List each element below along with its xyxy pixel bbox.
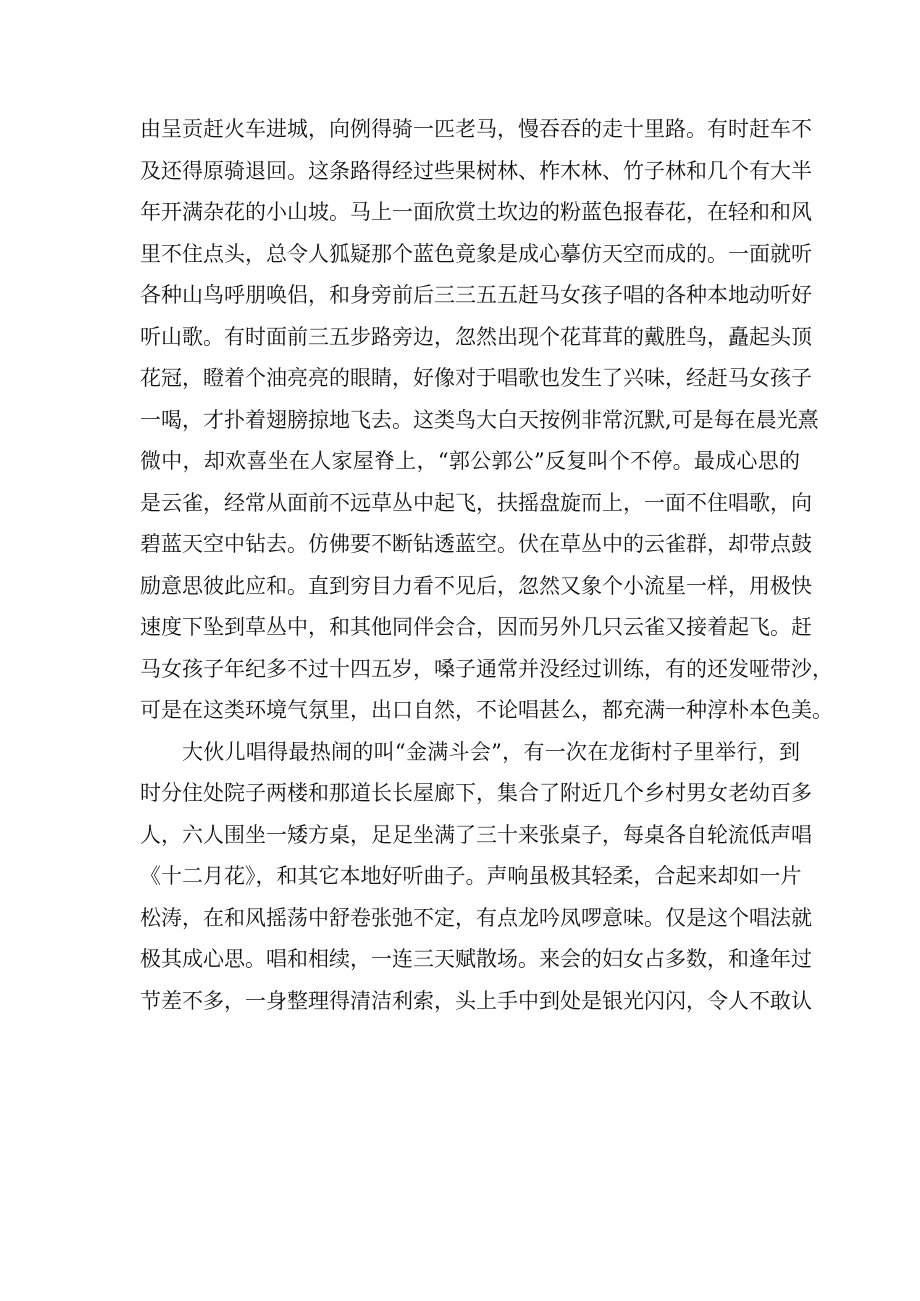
paragraph-2 bbox=[140, 732, 812, 1023]
text-line: 马女孩子年纪多不过十四五岁，嗓子通常并没经过训练，有的还发哑带沙， bbox=[140, 656, 833, 681]
text-line: 时分住处院子两楼和那道长长屋廊下，集合了附近几个乡村男女老幼百多 bbox=[140, 781, 812, 805]
text-line: 速度下坠到草丛中，和其他同伴会合，因而另外几只云雀又接着起飞。赶 bbox=[140, 615, 812, 639]
text-line: 是云雀，经常从面前不远草丛中起飞，扶摇盘旋而上，一面不住唱歌，向 bbox=[140, 490, 812, 515]
text-line: 松涛，在和风摇荡中舒卷张弛不定，有点龙吟凤啰意味。仅是这个唱法就 bbox=[140, 905, 812, 930]
text-line: 微中，却欢喜坐在人家屋脊上，“郭公郭公”反复叫个不停。最成心思的 bbox=[140, 449, 800, 473]
text-line: 年开满杂花的小山坡。马上一面欣赏土坎边的粉蓝色报春花，在轻和和风 bbox=[140, 200, 812, 224]
text-line: 花冠，瞪着个油亮亮的眼睛，好像对于唱歌也发生了兴味，经赶马女孩子 bbox=[140, 366, 812, 390]
text-line: 节差不多，一身整理得清洁利索，头上手中到处是银光闪闪，令人不敢认 bbox=[140, 988, 812, 1013]
text-line: 人，六人围坐一矮方桌，足足坐满了三十来张桌子，每桌各自轮流低声唱 bbox=[140, 822, 812, 847]
text-line: 一喝，才扑着翅膀掠地飞去。这类鸟大白天按例非常沉默,可是每在晨光熹 bbox=[140, 407, 819, 432]
text-line: 可是在这类环境气氛里，出口自然，不论唱甚么，都充满一种淳朴本色美。 bbox=[140, 698, 833, 722]
text-line: 听山歌。有时面前三五步路旁边，忽然出现个花茸茸的戴胜鸟，矗起头顶 bbox=[140, 324, 812, 349]
text-line: 励意思彼此应和。直到穷目力看不见后，忽然又象个小流星一样，用极快 bbox=[140, 573, 812, 598]
text-line: 里不住点头，总令人狐疑那个蓝色竟象是成心摹仿天空而成的。一面就听 bbox=[140, 241, 812, 266]
text-line: 极其成心思。唱和相续，一连三天赋散场。来会的妇女占多数，和逢年过 bbox=[140, 947, 812, 971]
text-line: 碧蓝天空中钻去。仿佛要不断钻透蓝空。伏在草丛中的云雀群，却带点鼓 bbox=[140, 532, 812, 556]
text-line: 由呈贡赶火车进城，向例得骑一匹老马，慢吞吞的走十里路。有时赶车不 bbox=[140, 117, 812, 141]
document-body bbox=[140, 109, 833, 1022]
paragraph-1 bbox=[140, 109, 833, 732]
text-line: 《十二月花》，和其它本地好听曲子。声响虽极其轻柔，合起来却如一片 bbox=[140, 864, 802, 888]
text-line: 及还得原骑退回。这条路得经过些果树林、柞木林、竹子林和几个有大半 bbox=[140, 158, 812, 183]
text-line: 各种山鸟呼朋唤侣，和身旁前后三三五五赶马女孩子唱的各种本地动听好 bbox=[140, 283, 812, 307]
text-line: 大伙儿唱得最热闹的叫“金满斗会”，有一次在龙街村子里举行，到 bbox=[182, 739, 800, 764]
